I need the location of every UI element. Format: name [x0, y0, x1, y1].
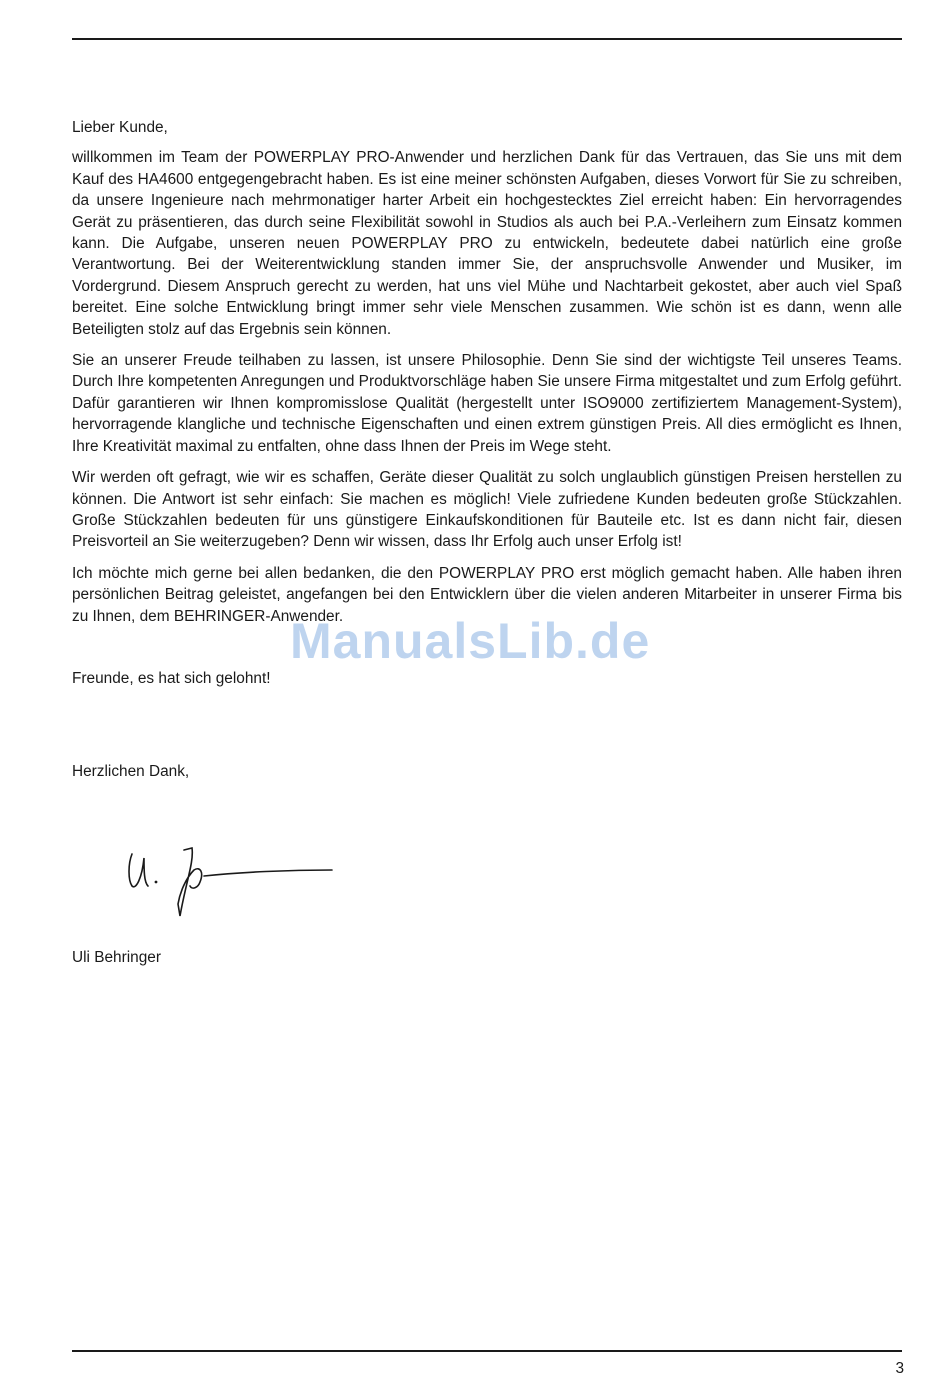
footer-rule [72, 1350, 902, 1352]
signer-name: Uli Behringer [72, 949, 161, 966]
paragraph-4: Ich möchte mich gerne bei allen bedanken, die den POWERPLAY PRO erst möglich gemacht haben. Alle haben ihren persönlichen Beitrag geleistet, angefangen bei den Entwicklern über die vielen anderen Mitarbeiter in unserer Firma bis zu Ihnen, dem BEHRINGER-Anwender. [72, 564, 902, 625]
paragraph-3: Wir werden oft gefragt, wie wir es schaffen, Geräte dieser Qualität zu solch unglaublich günstigen Preisen herstellen zu können. Die Antwort ist sehr einfach: Sie machen es möglich! Viele zufriedene Kunden bedeuten große Stückzahlen. Große Stückzahlen bedeuten für uns günstigere Einkaufskonditionen für Bauteile etc. Ist es dann nicht fair, diesen Preisvorteil an Sie weiterzugeben? Denn wir wissen, dass Ihr Erfolg auch unser Erfolg ist! [72, 469, 902, 551]
paragraph-1: willkommen im Team der POWERPLAY PRO-Anwender und herzlichen Dank für das Vertrauen, das Sie uns mit dem Kauf des HA4600 entgegengebracht haben. Es ist eine meiner schönsten Aufgaben, dieses Vorwort für Sie zu schreiben, da unsere Ingenieure nach mehrmonatiger harter Arbeit ein hochgestecktes Ziel erreicht haben: Ein hervorragendes Gerät zu präsentieren, das durch seine Flexibilität sowohl in Studios als auch bei P.A.-Verleihern zum Einsatz kommen kann. Die Aufgabe, unseren neuen POWERPLAY PRO zu entwickeln, bedeutete dabei natürlich eine große Verantwortung. Bei der Weiterentwicklung standen immer Sie, der anspruchsvolle Anwender und Musiker, im Vordergrund. Diesem Anspruch gerecht zu werden, hat uns viel Mühe und Nachtarbeit gekostet, aber auch viel Spaß bereitet. Eine solche Entwicklung bringt immer sehr viele Menschen zusammen. Wie schön ist es dann, wenn alle Beteiligten stolz auf das Ergebnis sein können. [72, 149, 902, 338]
watermark: ManualsLib.de [290, 613, 651, 669]
handwritten-signature [120, 842, 340, 924]
closing-line: Freunde, es hat sich gelohnt! [72, 669, 271, 687]
header-rule [72, 38, 902, 40]
greeting: Lieber Kunde, [72, 119, 168, 136]
letter-body [72, 117, 902, 783]
paragraph-2: Sie an unserer Freude teilhaben zu lassen, ist unsere Philosophie. Denn Sie sind der wichtigste Teil unseres Teams. Durch Ihre kompetenten Anregungen und Produktvorschläge haben Sie unsere Firma mitgestaltet und zum Erfolg geführt. Dafür garantieren wir Ihnen kompromisslose Qualität (hergestellt unter ISO9000 zertifiziertem Management-System), hervorragende klangliche und technische Eigenschaften und einen extrem günstigen Preis. All dies ermöglicht es Ihnen, Ihre Kreativität maximal zu entfalten, ohne dass Ihnen der Preis im Wege steht. [72, 352, 902, 455]
page-number: 3 [895, 1360, 904, 1377]
thanks-line: Herzlichen Dank, [72, 763, 190, 781]
